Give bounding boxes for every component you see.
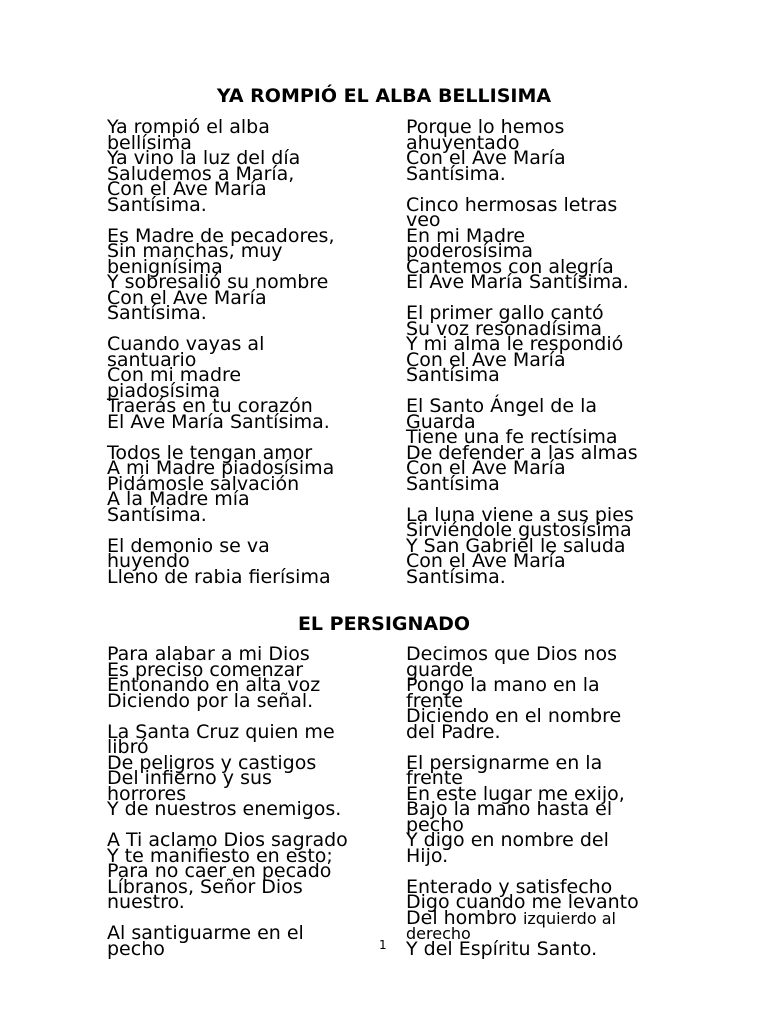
verse-line: Y del Espíritu Santo. <box>406 937 598 960</box>
stanza <box>406 643 668 743</box>
verse-line: Sirviéndole gustosísima <box>406 519 632 541</box>
verse-line: bellísima <box>107 131 192 154</box>
verse-line: frente <box>406 767 463 789</box>
verse-fragment-small: izquierdo al <box>522 908 616 928</box>
verse-line: Guarda <box>406 410 476 433</box>
verse-line: Con el Ave María <box>107 178 267 200</box>
verse-line: El Ave María Santísima. <box>107 410 330 433</box>
stanza <box>107 643 407 712</box>
verse-fragment: Del hombro <box>406 906 523 929</box>
verse-line: Con el Ave María <box>406 348 566 371</box>
verse-line: derecho <box>406 924 471 943</box>
verse-line: nuestro. <box>107 891 185 913</box>
verse-line: Tiene una fe rectísima <box>406 426 618 448</box>
verse-line: El Santo Ángel de la <box>406 395 598 417</box>
verse-line: La luna viene a sus pies <box>406 503 634 526</box>
verse-line: El primer gallo cantó <box>406 302 604 324</box>
verse-line: Ya rompió el alba <box>107 116 270 138</box>
song-title-1: YA ROMPIÓ EL ALBA BELLISIMA <box>216 85 552 107</box>
verse-line: Entonando en alta voz <box>107 674 321 696</box>
verse-line: Diciendo por la señal. <box>107 689 314 712</box>
stanza <box>406 875 668 960</box>
verse-line: El demonio se va <box>107 534 270 557</box>
stanza <box>406 116 668 185</box>
stanza <box>107 116 407 216</box>
verse-line: Santísima <box>406 472 500 495</box>
stanza <box>406 751 668 867</box>
verse-line: Cantemos con alegría <box>406 255 614 278</box>
verse-line: Hijo. <box>406 844 449 867</box>
verse-line: Al santiguarme en el <box>107 922 304 944</box>
verse-line: Ya vino la luz del día <box>107 147 301 169</box>
verse-line: Con mi madre <box>107 364 242 386</box>
verse-line: De peligros y castigos <box>107 751 317 774</box>
stanza <box>406 395 668 495</box>
verse-line: Del infierno y sus <box>107 767 272 789</box>
verse-line: piadosísima <box>107 379 221 402</box>
verse-line: Sin manchas, muy <box>107 240 283 262</box>
verse-line: Santísima. <box>406 565 506 588</box>
verse-line: De defender a las almas <box>406 441 638 464</box>
stanza <box>107 829 407 913</box>
verse-line: A Ti aclamo Dios sagrado <box>107 829 348 851</box>
verse-line: Digo cuando me levanto <box>406 891 639 913</box>
verse-line: Y digo en nombre del <box>406 829 609 851</box>
stanza <box>107 922 407 960</box>
song1-left-column <box>107 116 407 601</box>
verse-line: Y mi alma le respondió <box>406 333 624 355</box>
verse-line: Decimos que Dios nos <box>406 643 617 665</box>
verse-line: horrores <box>107 782 187 805</box>
verse-line: En este lugar me exijo, <box>406 782 625 805</box>
verse-line: Su voz resonadísima <box>406 317 602 340</box>
verse-line: Lleno de rabia fierísima <box>107 565 331 588</box>
stanza <box>107 224 407 324</box>
verse-line: Es Madre de pecadores, <box>107 224 335 247</box>
verse-line: Todos le tengan amor <box>107 441 313 464</box>
verse-line: El Ave María Santísima. <box>406 271 629 293</box>
verse-line: Diciendo en el nombre <box>406 705 622 727</box>
verse-line: El persignarme en la <box>406 751 603 774</box>
stanza <box>107 720 407 820</box>
verse-line: Santísima. <box>406 162 506 185</box>
verse-line: huyendo <box>107 550 190 572</box>
verse-line: Saludemos a María, <box>107 162 295 185</box>
verse-line: Pidámosle salvación <box>107 472 300 495</box>
verse-line: Cinco hermosas letras <box>406 193 618 216</box>
verse-line: Bajo la mano hasta el <box>406 798 613 820</box>
verse-line: Santísima. <box>107 503 207 526</box>
song2-right-column <box>406 643 668 973</box>
verse-line: La Santa Cruz quien me <box>107 720 335 743</box>
verse-line: pecho <box>107 937 165 960</box>
verse-line: Cuando vayas al <box>107 333 265 355</box>
verse-line: Y de nuestros enemigos. <box>107 798 342 820</box>
stanza <box>107 441 407 526</box>
verse-line: benignísima <box>107 255 223 278</box>
verse-line: Con el Ave María <box>406 550 566 572</box>
verse-line: A la Madre mía <box>107 488 250 510</box>
verse-line: Enterado y satisfecho <box>406 875 613 898</box>
song-title-2: EL PERSIGNADO <box>297 613 471 635</box>
verse-line: Para alabar a mi Dios <box>107 643 310 665</box>
verse-line: ahuyentado <box>406 131 520 154</box>
verse-line: Líbranos, Señor Dios <box>107 875 303 898</box>
verse-line: Con el Ave María <box>406 147 566 169</box>
verse-line: Pongo la mano en la <box>406 674 600 696</box>
verse-line: Para no caer en pecado <box>107 860 332 882</box>
song1-right-column <box>406 116 668 601</box>
verse-line: del Padre. <box>406 720 501 743</box>
stanza <box>406 193 668 293</box>
verse-line: Santísima <box>406 364 500 386</box>
verse-line: Y sobresalió su nombre <box>107 271 329 293</box>
stanza <box>406 302 668 386</box>
verse-line: Santísima. <box>107 193 207 216</box>
page-number: 1 <box>379 938 387 952</box>
verse-line: En mi Madre <box>406 224 526 247</box>
song2-left-column <box>107 643 407 973</box>
verse-line: Con el Ave María <box>406 457 566 479</box>
verse-line: Santísima. <box>107 302 207 324</box>
verse-line: Con el Ave María <box>107 286 267 309</box>
stanza <box>107 333 407 433</box>
verse-line: Y te manifiesto en esto; <box>107 844 333 867</box>
verse-line: santuario <box>107 348 197 371</box>
verse-line: pecho <box>406 813 464 836</box>
verse-line: Porque lo hemos <box>406 116 565 138</box>
verse-line: Y San Gabriel le saluda <box>406 534 626 557</box>
verse-line: libró <box>107 736 149 758</box>
verse-line: A mi Madre piadosísima <box>107 457 335 479</box>
stanza <box>406 503 668 588</box>
verse-line: guarde <box>406 658 473 681</box>
verse-line: Traerás en tu corazón <box>107 395 313 417</box>
verse-line: veo <box>406 209 441 231</box>
verse-line: frente <box>406 689 463 712</box>
verse-line: Es preciso comenzar <box>107 658 304 681</box>
verse-line: poderosísima <box>406 240 533 262</box>
stanza <box>107 534 407 588</box>
